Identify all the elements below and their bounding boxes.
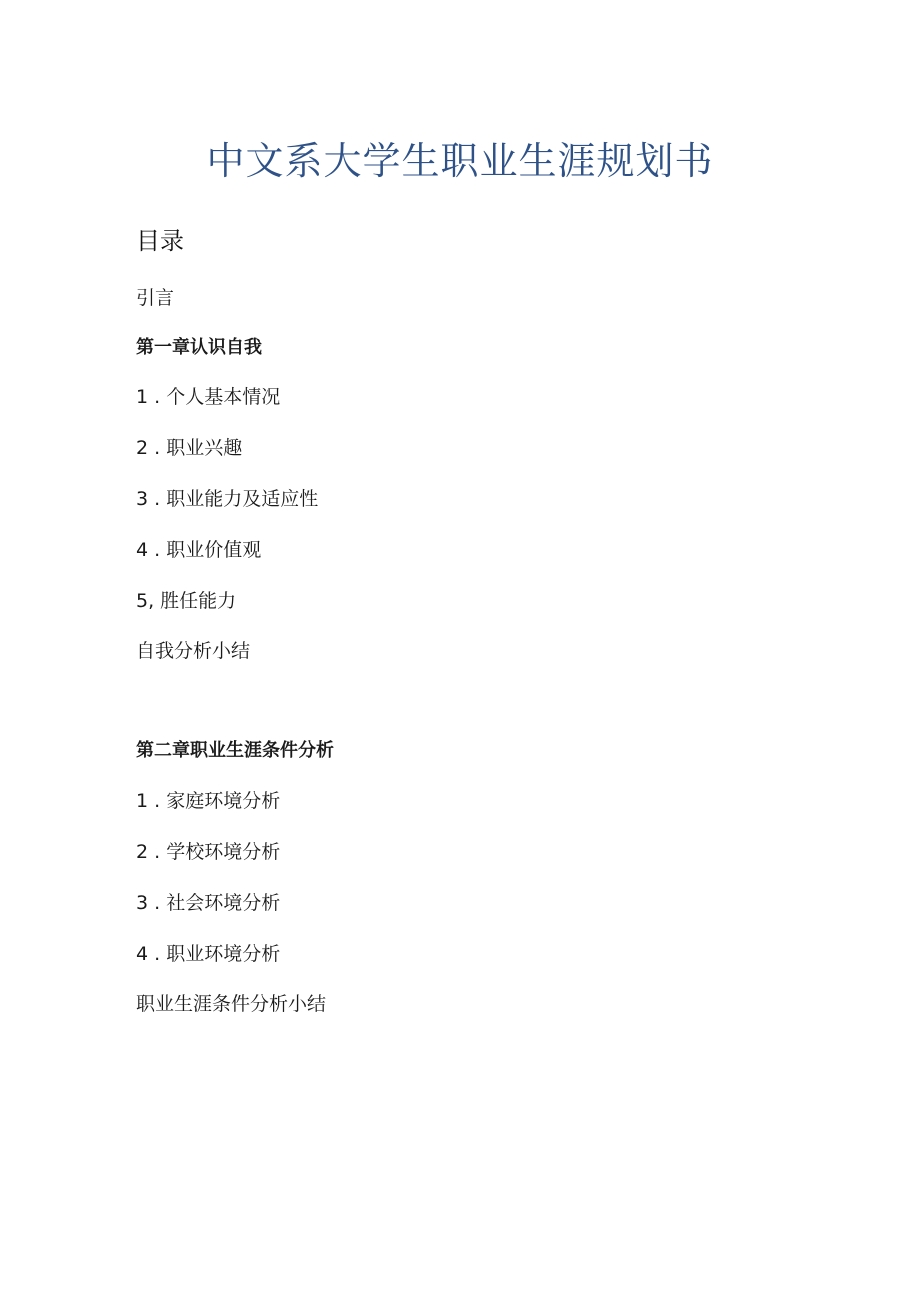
toc-chapter-2-item[interactable]: 2 . 学校环境分析 [136, 841, 281, 863]
toc-chapter-1-title[interactable]: 第一章认识自我 [136, 337, 262, 358]
toc-heading: 目录 [136, 227, 184, 255]
toc-chapter-2-item[interactable]: 4 . 职业环境分析 [136, 943, 281, 965]
toc-chapter-1-item[interactable]: 4 . 职业价值观 [136, 539, 262, 561]
toc-chapter-1-item[interactable]: 5, 胜任能力 [136, 590, 237, 612]
toc-chapter-1-summary[interactable]: 自我分析小结 [136, 640, 251, 662]
toc-chapter-1-item[interactable]: 3 . 职业能力及适应性 [136, 488, 319, 510]
toc-chapter-1-item[interactable]: 1 . 个人基本情况 [136, 386, 281, 408]
toc-chapter-2-summary[interactable]: 职业生涯条件分析小结 [136, 993, 327, 1015]
toc-chapter-2-title[interactable]: 第二章职业生涯条件分析 [136, 740, 334, 761]
toc-chapter-2-item[interactable]: 3 . 社会环境分析 [136, 892, 281, 914]
toc-chapter-1-item[interactable]: 2 . 职业兴趣 [136, 437, 243, 459]
document-title: 中文系大学生职业生涯规划书 [206, 139, 714, 183]
toc-chapter-2-item[interactable]: 1 . 家庭环境分析 [136, 790, 281, 812]
toc-intro[interactable]: 引言 [136, 287, 175, 309]
